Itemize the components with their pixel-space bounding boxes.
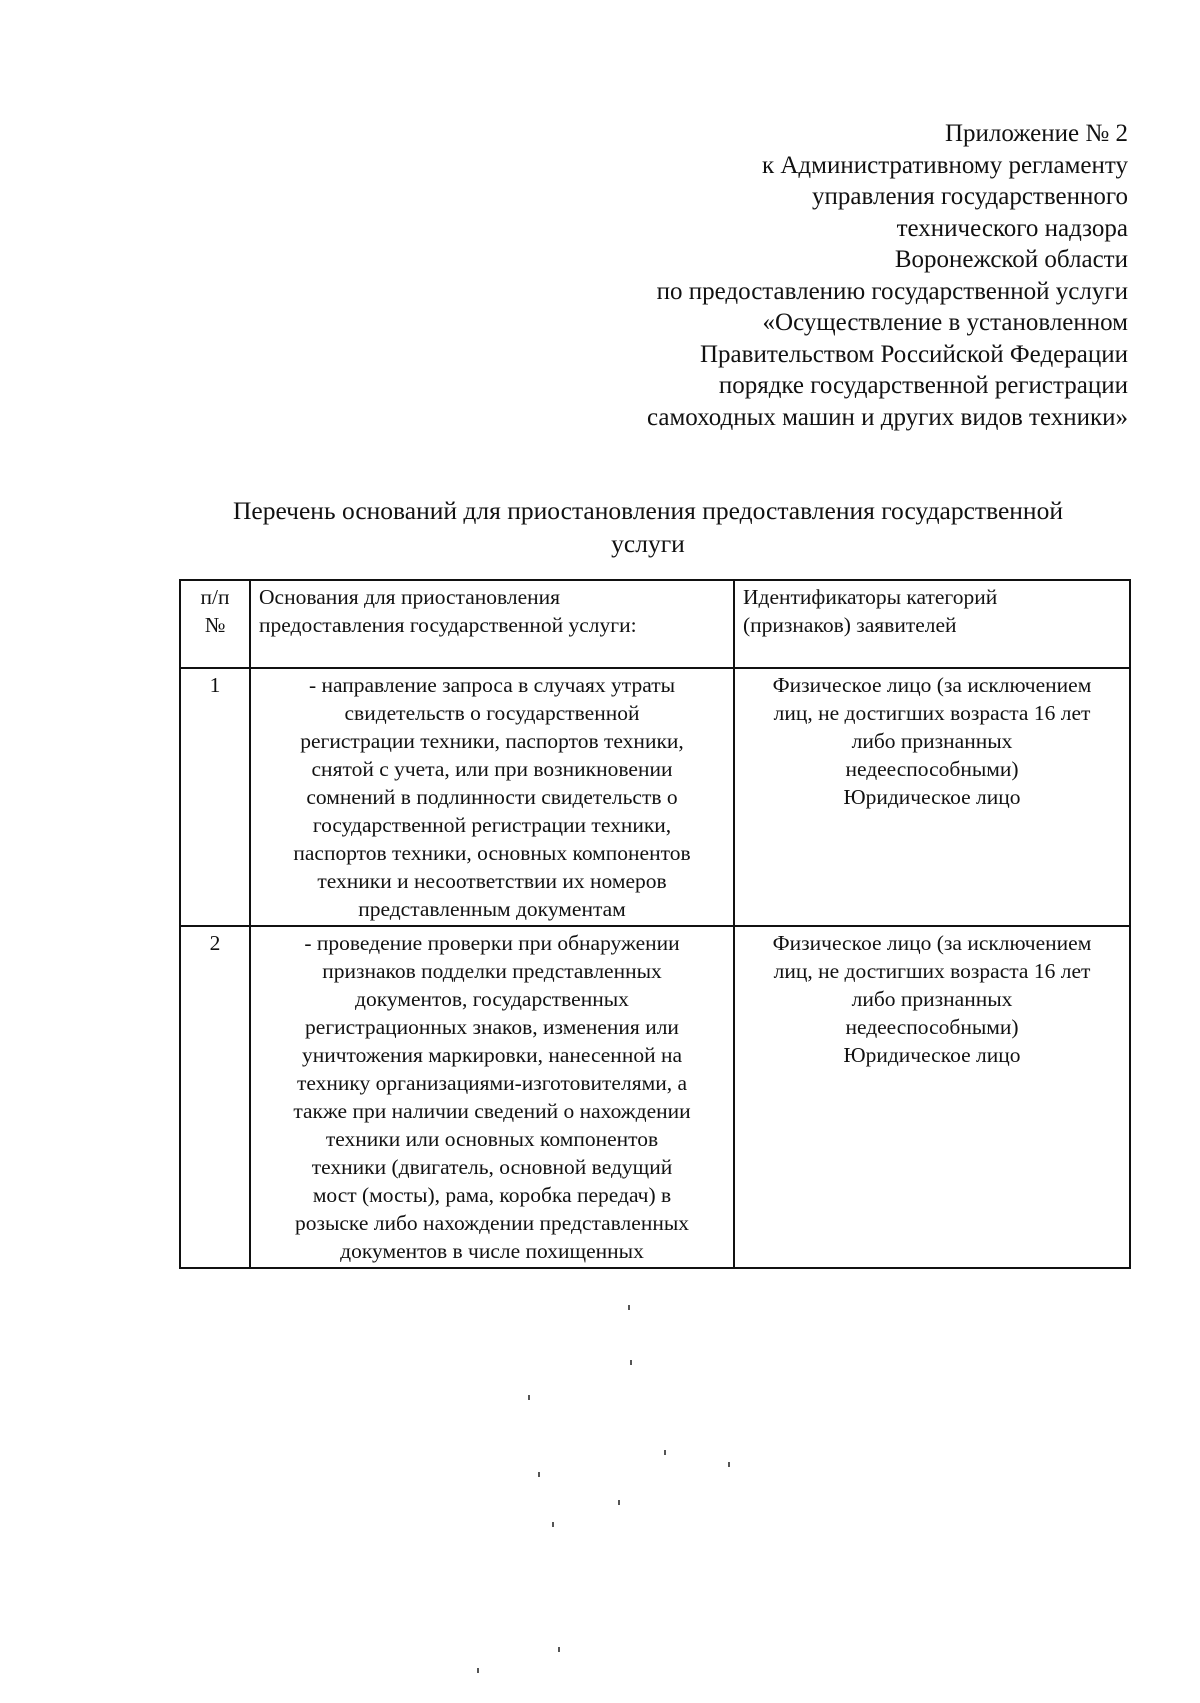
grounds-line: снятой с учета, или при возникновении	[311, 757, 673, 781]
row-grounds	[250, 926, 734, 1268]
identifier-line: Юридическое лицо	[843, 785, 1021, 809]
header-cell-identifiers	[734, 580, 1130, 668]
grounds-line: государственной регистрации техники,	[312, 813, 672, 837]
identifier-line: Юридическое лицо	[843, 1043, 1021, 1067]
scan-speck	[728, 1462, 730, 1467]
appendix-header	[488, 118, 1128, 433]
scan-speck	[618, 1500, 620, 1505]
suspension-grounds-table	[179, 579, 1131, 1269]
grounds-line: признаков подделки представленных	[322, 959, 662, 983]
grounds-line: техники (двигатель, основной ведущий	[311, 1155, 673, 1179]
grounds-line: - направление запроса в случаях утраты	[308, 673, 676, 697]
header-grounds-line-1: Основания для приостановления	[259, 585, 561, 609]
table-row	[180, 668, 1130, 926]
grounds-line: технику организациями-изготовителями, а	[297, 1071, 687, 1095]
scan-speck	[477, 1668, 479, 1673]
grounds-line: также при наличии сведений о нахождении	[293, 1099, 691, 1123]
grounds-line: техники и несоответствии их номеров	[317, 869, 667, 893]
grounds-line: регистрации техники, паспортов техники,	[300, 729, 684, 753]
header-line: Приложение № 2	[944, 120, 1128, 147]
document-title	[176, 494, 1120, 560]
scan-speck	[628, 1305, 630, 1310]
scan-speck	[664, 1450, 666, 1455]
table-row	[180, 926, 1130, 1268]
header-num-line-1: п/п	[200, 585, 230, 609]
grounds-line: свидетельств о государственной	[344, 701, 640, 725]
table-header-row	[180, 580, 1130, 668]
header-identifiers-line-2: (признаков) заявителей	[743, 613, 957, 637]
scan-speck	[558, 1647, 560, 1652]
grounds-line: паспортов техники, основных компонентов	[293, 841, 691, 865]
grounds-line: представленным документам	[358, 897, 626, 921]
row-number: 1	[180, 668, 250, 926]
header-line: самоходных машин и других видов техники»	[646, 403, 1128, 431]
scan-speck	[630, 1360, 632, 1365]
grounds-line: уничтожения маркировки, нанесенной на	[301, 1043, 683, 1067]
title-line-1: Перечень оснований для приостановления предоставления государственной	[233, 496, 1063, 525]
row-applicant-identifiers	[734, 926, 1130, 1268]
identifier-line: Физическое лицо (за исключением	[772, 931, 1092, 955]
grounds-line: документов в числе похищенных	[340, 1239, 644, 1263]
header-grounds-line-2: предоставления государственной услуги:	[259, 613, 637, 637]
header-line: по предоставлению государственной услуги	[656, 277, 1128, 305]
header-line: технического надзора	[896, 214, 1128, 242]
identifier-line: лиц, не достигших возраста 16 лет	[773, 959, 1091, 983]
grounds-line: - проведение проверки при обнаружении	[304, 931, 680, 955]
header-line: Воронежской области	[894, 246, 1128, 273]
title-line-2: услуги	[611, 529, 685, 558]
row-grounds	[250, 668, 734, 926]
header-cell-grounds	[250, 580, 734, 668]
identifier-line: либо признанных	[851, 987, 1013, 1011]
scan-speck	[528, 1395, 530, 1400]
grounds-line: техники или основных компонентов	[325, 1127, 659, 1151]
header-num-line-2: №	[204, 613, 226, 637]
header-line: к Административному регламенту	[761, 151, 1128, 179]
header-cell-number	[180, 580, 250, 668]
header-line: «Осуществление в установленном	[762, 309, 1128, 336]
grounds-line: сомнений в подлинности свидетельств о	[306, 785, 678, 809]
identifier-line: недееспособными)	[845, 1015, 1019, 1039]
grounds-line: документов, государственных	[355, 987, 629, 1011]
header-line: управления государственного	[812, 183, 1128, 210]
identifier-line: недееспособными)	[845, 757, 1019, 781]
header-line: порядке государственной регистрации	[718, 372, 1128, 399]
header-identifiers-line-1: Идентификаторы категорий	[743, 585, 998, 609]
scan-speck	[552, 1522, 554, 1527]
header-line: Правительством Российской Федерации	[699, 340, 1128, 368]
grounds-line: регистрационных знаков, изменения или	[305, 1015, 679, 1039]
identifier-line: лиц, не достигших возраста 16 лет	[773, 701, 1091, 725]
row-applicant-identifiers	[734, 668, 1130, 926]
scan-speck	[538, 1472, 540, 1477]
identifier-line: Физическое лицо (за исключением	[772, 673, 1092, 697]
identifier-line: либо признанных	[851, 729, 1013, 753]
row-number: 2	[180, 926, 250, 1268]
grounds-line: мост (мосты), рама, коробка передач) в	[312, 1183, 672, 1207]
grounds-line: розыске либо нахождении представленных	[294, 1211, 690, 1235]
